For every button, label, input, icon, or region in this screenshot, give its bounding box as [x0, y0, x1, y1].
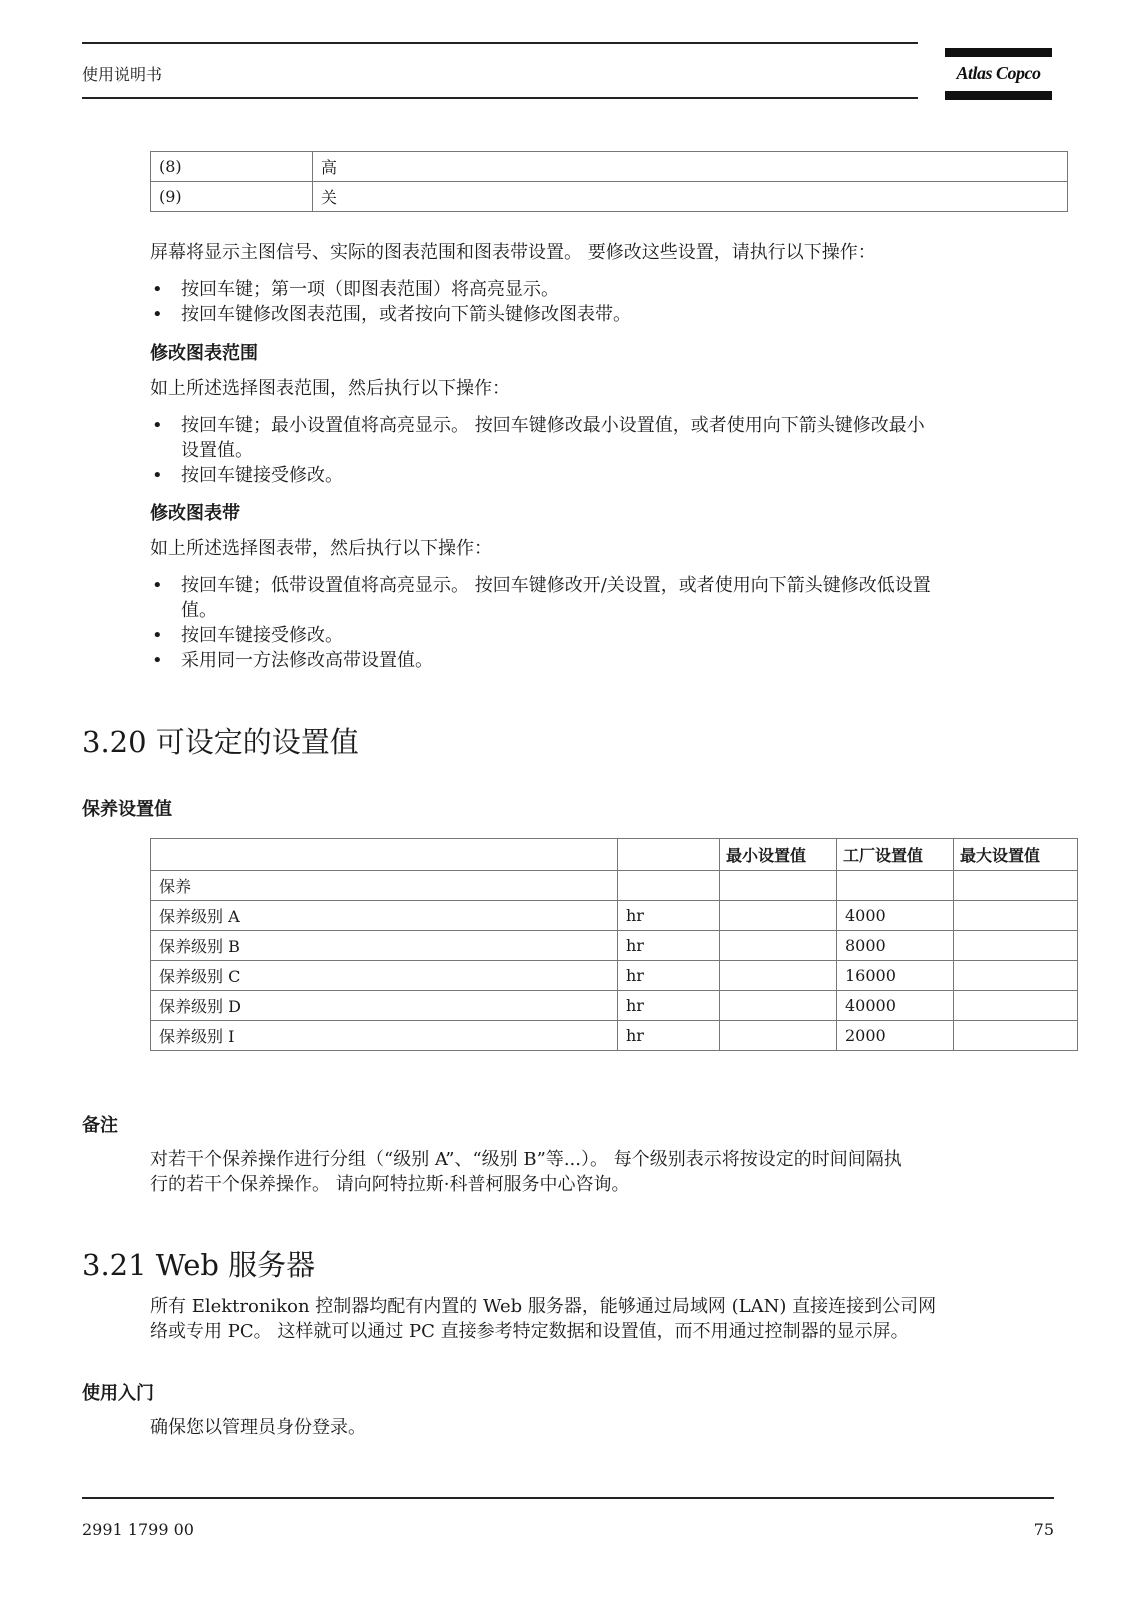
list-item: • 按回车键；第一项（即图表范围）将高亮显示。 [150, 277, 1070, 302]
table-cell: hr [618, 961, 720, 991]
table-cell: 16000 [837, 961, 954, 991]
table-row [151, 1021, 1078, 1051]
table-header-row [151, 839, 1078, 871]
table-cell [954, 931, 1078, 961]
table-cell [720, 901, 837, 931]
table-row [151, 991, 1078, 1021]
section-321-title: 3.21 Web 服务器 [82, 1248, 316, 1282]
getting-started-heading: 使用入门 [82, 1383, 154, 1404]
range-paragraph: 如上所述选择图表范围，然后执行以下操作： [150, 378, 510, 399]
list-item-line: 按回车键；最小设置值将高亮显示。 按回车键修改最小设置值，或者使用向下箭头键修改最小 [181, 415, 925, 436]
document-title: 使用说明书 [82, 65, 163, 84]
atlas-copco-logo: Atlas Copco [945, 48, 1052, 100]
range-heading: 修改图表范围 [150, 343, 258, 364]
table-cell: hr [618, 901, 720, 931]
table-row [151, 182, 1068, 212]
table-cell: (8) [151, 152, 313, 182]
table-cell: hr [618, 1021, 720, 1051]
table-row [151, 152, 1068, 182]
table-cell: (9) [151, 182, 313, 212]
table-cell: 保养级别 D [151, 991, 618, 1021]
table-cell [837, 871, 954, 901]
web-server-paragraph [150, 1294, 1090, 1344]
note-paragraph [150, 1147, 1090, 1197]
header-bottom-rule [82, 97, 918, 99]
table-cell: 保养 [151, 871, 618, 901]
footer-rule [82, 1497, 1054, 1499]
list-item: • 按回车键接受修改。 [150, 463, 1070, 488]
list-item [150, 573, 1070, 623]
note-heading: 备注 [82, 1115, 118, 1136]
value-table [150, 151, 1068, 212]
table-cell: 关 [313, 182, 1068, 212]
list-item: • 采用同一方法修改高带设置值。 [150, 648, 1070, 673]
table-cell [954, 991, 1078, 1021]
column-header [151, 839, 618, 871]
table-cell: 保养级别 A [151, 901, 618, 931]
column-header-min: 最小设置值 [720, 839, 837, 871]
document-number: 2991 1799 00 [82, 1520, 194, 1539]
table-row [151, 931, 1078, 961]
header-top-rule [82, 42, 918, 44]
list-item: • 按回车键接受修改。 [150, 623, 1070, 648]
list-item-line: 值。 [181, 600, 217, 621]
maintenance-settings-table [150, 838, 1078, 1051]
column-header-factory: 工厂设置值 [837, 839, 954, 871]
note-line: 对若干个保养操作进行分组（“级别 A”、“级别 B”等...）。 每个级别表示将按设定的时间间隔执 [150, 1149, 902, 1170]
maintenance-settings-heading: 保养设置值 [82, 799, 172, 820]
table-cell [720, 1021, 837, 1051]
table-cell [720, 931, 837, 961]
band-heading: 修改图表带 [150, 503, 240, 524]
section-320-title: 3.20 可设定的设置值 [82, 725, 359, 759]
list-item-line: 按回车键；低带设置值将高亮显示。 按回车键修改开/关设置，或者使用向下箭头键修改低设置 [181, 575, 931, 596]
list-item [150, 413, 1070, 463]
table-cell [720, 961, 837, 991]
band-bullet-list [150, 573, 1070, 673]
band-paragraph: 如上所述选择图表带，然后执行以下操作： [150, 538, 492, 559]
column-header [618, 839, 720, 871]
table-cell: 保养级别 I [151, 1021, 618, 1051]
table-cell [720, 991, 837, 1021]
table-cell: 4000 [837, 901, 954, 931]
table-cell: 保养级别 B [151, 931, 618, 961]
table-row [151, 901, 1078, 931]
intro-paragraph: 屏幕将显示主图信号、实际的图表范围和图表带设置。 要修改这些设置，请执行以下操作： [150, 242, 876, 263]
table-cell: hr [618, 931, 720, 961]
paragraph-line: 络或专用 PC。 这样就可以通过 PC 直接参考特定数据和设置值，而不用通过控制器的显示屏。 [150, 1321, 909, 1342]
table-cell [954, 871, 1078, 901]
table-row [151, 871, 1078, 901]
table-cell [954, 1021, 1078, 1051]
table-cell [954, 901, 1078, 931]
table-cell: 保养级别 C [151, 961, 618, 991]
paragraph-line: 所有 Elektronikon 控制器均配有内置的 Web 服务器，能够通过局域网 (LAN) 直接连接到公司网 [150, 1296, 937, 1317]
table-cell: 高 [313, 152, 1068, 182]
list-item-line: 设置值。 [181, 440, 253, 461]
table-cell [618, 871, 720, 901]
table-cell [954, 961, 1078, 991]
table-row [151, 961, 1078, 991]
table-cell [720, 871, 837, 901]
page-number: 75 [1033, 1520, 1054, 1539]
range-bullet-list [150, 413, 1070, 488]
intro-bullet-list [150, 277, 1070, 327]
note-line: 行的若干个保养操作。 请向阿特拉斯·科普柯服务中心咨询。 [150, 1174, 630, 1195]
getting-started-paragraph: 确保您以管理员身份登录。 [150, 1417, 366, 1438]
table-cell: 2000 [837, 1021, 954, 1051]
list-item: • 按回车键修改图表范围，或者按向下箭头键修改图表带。 [150, 302, 1070, 327]
column-header-max: 最大设置值 [954, 839, 1078, 871]
table-cell: 40000 [837, 991, 954, 1021]
table-cell: hr [618, 991, 720, 1021]
table-cell: 8000 [837, 931, 954, 961]
